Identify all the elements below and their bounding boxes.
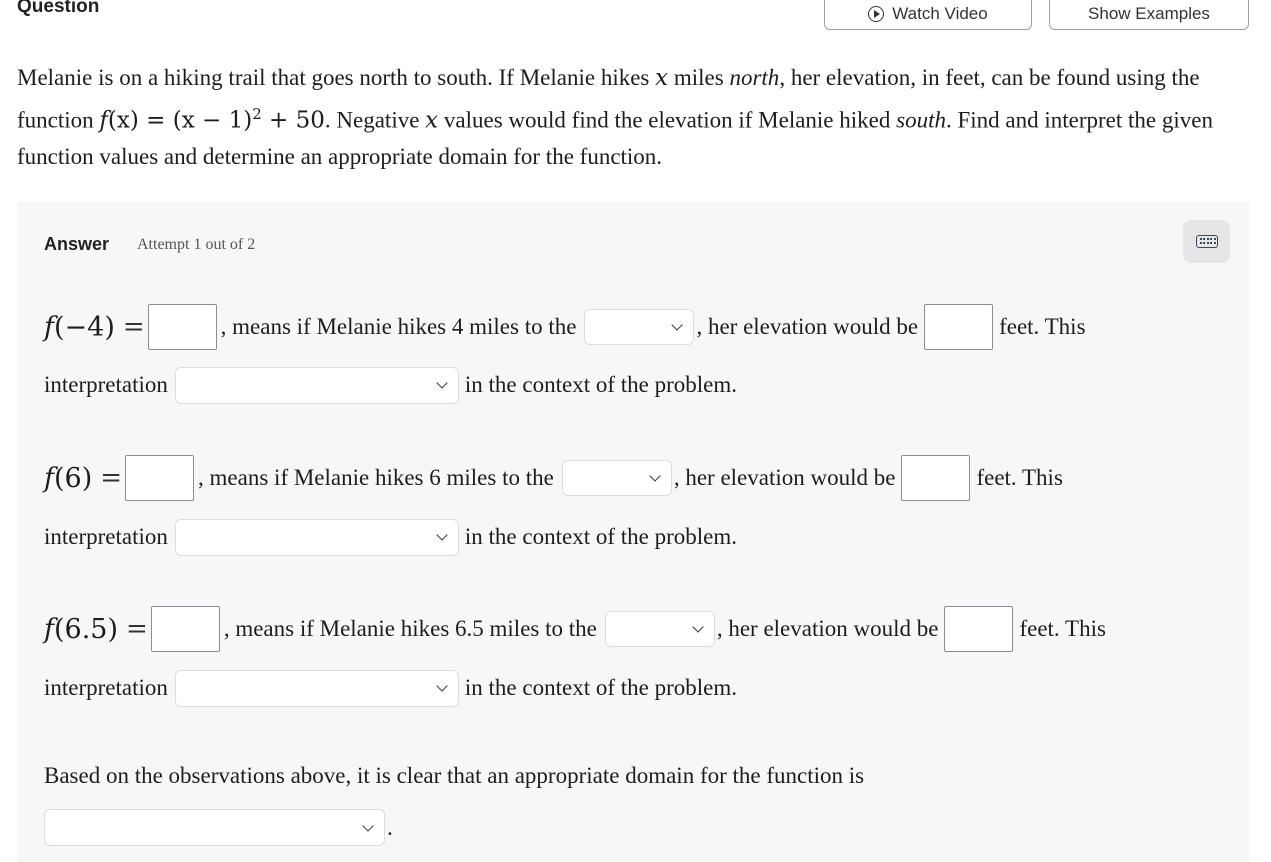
question-text: Melanie is on a hiking trail that goes north to south. If Melanie hikes x miles north, her elevation, in feet, can be found using the function $f(x) = (x - 1)^2 + 50$. Negative x values would find the elevation if Melanie hiked south. Find and interpret the given function values and determine an appropriate domain for the function. — [17, 65, 1213, 169]
value-input-2[interactable] — [125, 455, 194, 501]
elevation-input-2[interactable] — [901, 455, 970, 501]
row-2-equation: f (6) = , means if Melanie hikes 6 miles to the , her elevation would be feet. This — [44, 455, 1063, 501]
value-input-3[interactable] — [151, 606, 220, 652]
direction-select-1[interactable] — [584, 309, 694, 345]
elevation-input-3[interactable] — [944, 606, 1013, 652]
elevation-input-1[interactable] — [924, 304, 993, 350]
chevron-down-icon — [672, 319, 683, 330]
answer-label: Answer — [44, 234, 110, 254]
value-input-1[interactable] — [148, 304, 217, 350]
chevron-down-icon — [436, 680, 447, 691]
chevron-down-icon — [649, 470, 660, 481]
row-1-interpretation: interpretation in the context of the problem. — [44, 366, 737, 404]
chevron-down-icon — [436, 377, 447, 388]
show-examples-label: Show Examples — [1088, 4, 1210, 23]
chevron-down-icon — [436, 529, 447, 540]
domain-select[interactable] — [44, 809, 385, 846]
direction-select-2[interactable] — [562, 460, 672, 496]
domain-prompt: Based on the observations above, it is clear that an appropriate domain for the function is — [44, 763, 865, 788]
math-keyboard-button[interactable] — [1183, 220, 1230, 263]
attempt-counter: Attempt 1 out of 2 — [137, 236, 256, 253]
row-3-interpretation: interpretation in the context of the problem. — [44, 669, 737, 707]
question-title: Question — [17, 0, 100, 17]
show-examples-button[interactable] — [1049, 0, 1249, 30]
keyboard-icon — [1196, 235, 1218, 248]
direction-select-3[interactable] — [605, 611, 715, 647]
interpretation-select-3[interactable] — [175, 670, 459, 707]
watch-video-label: Watch Video — [892, 4, 988, 23]
chevron-down-icon — [692, 621, 703, 632]
play-circle-icon — [868, 6, 884, 22]
interpretation-select-1[interactable] — [175, 367, 459, 404]
chevron-down-icon — [362, 820, 373, 831]
row-1-equation: f (−4) = , means if Melanie hikes 4 miles to the , her elevation would be feet. This — [44, 304, 1086, 350]
domain-answer: . — [44, 809, 393, 846]
watch-video-button[interactable] — [824, 0, 1032, 30]
interpretation-select-2[interactable] — [175, 519, 459, 556]
row-3-equation: f (6.5) = , means if Melanie hikes 6.5 miles to the , her elevation would be feet. This — [44, 606, 1106, 652]
row-2-interpretation: interpretation in the context of the problem. — [44, 518, 737, 556]
